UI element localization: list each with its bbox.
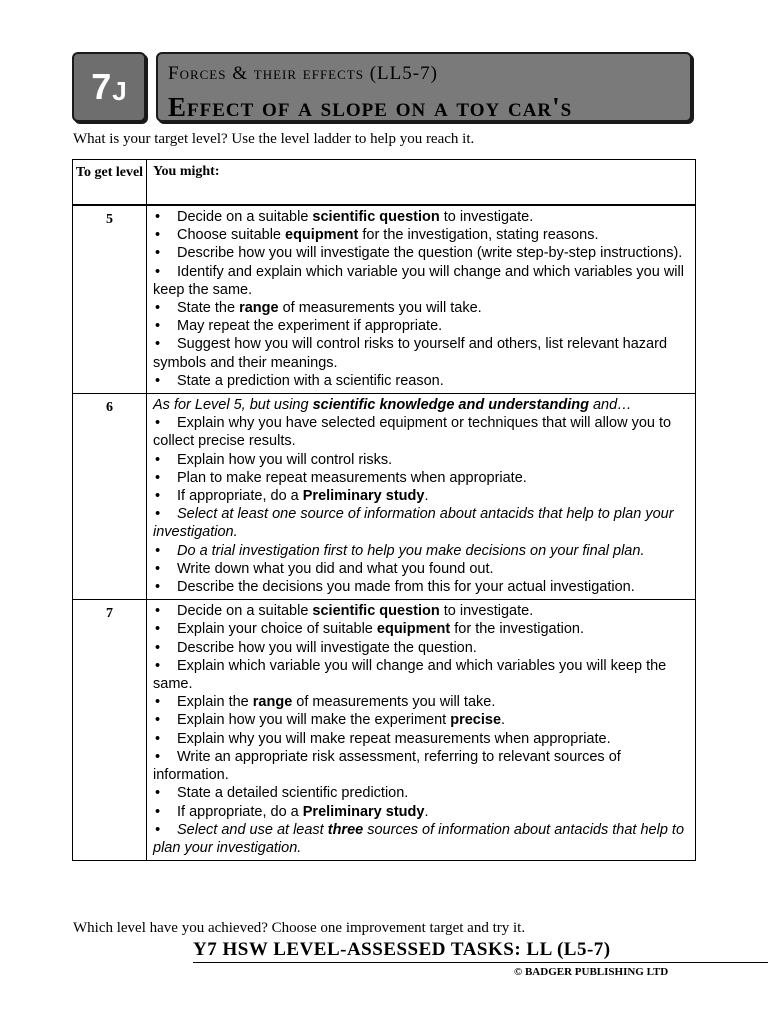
key-term: equipment — [285, 227, 359, 244]
header-you-might: You might: — [147, 160, 696, 206]
bullet-icon: • — [155, 748, 161, 765]
bullet-icon: • — [155, 263, 161, 280]
text-run: State a prediction with a scientific reason. — [177, 372, 444, 389]
text-run: Explain the — [177, 694, 253, 711]
text-run: for the investigation, stating reasons. — [358, 227, 599, 244]
text-run: Suggest how you will control risks to yourself and others, list relevant hazard symbols and their meanings. — [153, 336, 668, 371]
criteria-item — [153, 226, 689, 244]
bullet-icon: • — [155, 694, 161, 711]
text-run: Explain how you will make the experiment — [177, 712, 451, 729]
text-run: to investigate. — [439, 603, 534, 620]
criteria-item — [153, 784, 689, 802]
criteria-item — [153, 487, 689, 505]
bullet-icon: • — [155, 560, 161, 577]
bullet-icon: • — [155, 245, 161, 262]
footer-divider — [193, 962, 768, 963]
unit-badge — [72, 52, 146, 122]
bullet-icon: • — [155, 300, 161, 317]
table-row — [73, 600, 696, 861]
table-row — [73, 394, 696, 600]
text-run: and… — [588, 397, 632, 414]
criteria-item — [153, 244, 689, 262]
bullet-icon: • — [155, 469, 161, 486]
bullet-icon: • — [155, 803, 161, 820]
outro-text: Which level have you achieved? Choose one improvement target and try it. — [73, 920, 526, 936]
text-run: Choose suitable — [177, 227, 286, 244]
bullet-icon: • — [155, 712, 161, 729]
level-number: 7 — [73, 600, 147, 861]
key-term: precise — [450, 712, 502, 729]
text-run: to investigate. — [439, 209, 534, 225]
bullet-icon: • — [155, 372, 161, 389]
key-term: scientific knowledge and understanding — [312, 397, 589, 414]
text-run: May repeat the experiment if appropriate. — [177, 318, 443, 335]
header-level: To get level — [73, 160, 147, 206]
key-term: equipment — [376, 621, 451, 638]
bullet-icon: • — [155, 336, 161, 353]
bullet-icon: • — [155, 621, 161, 638]
text-run: Do a trial investigation first to help you make decisions on your final plan. — [177, 542, 645, 559]
text-run: Describe the decisions you made from this for your actual investigation. — [177, 579, 635, 596]
criteria-item — [153, 578, 689, 596]
criteria-item — [153, 414, 689, 450]
criteria-item — [153, 730, 689, 748]
key-term: three — [327, 821, 364, 838]
copyright-notice: © BADGER PUBLISHING LTD — [514, 966, 669, 978]
criteria-cell — [147, 205, 696, 394]
text-run: sources of information about antacids that help to plan your investigation. — [153, 821, 685, 856]
criteria-cell — [147, 394, 696, 600]
criteria-item — [153, 639, 689, 657]
text-run: Select and use at least — [177, 821, 328, 838]
bullet-icon: • — [155, 639, 161, 656]
key-term: Preliminary study — [302, 803, 425, 820]
level-number: 6 — [73, 394, 147, 600]
key-term: scientific question — [312, 209, 440, 225]
bullet-icon: • — [155, 227, 161, 244]
bullet-icon: • — [155, 209, 161, 225]
text-run: . — [501, 712, 506, 729]
text-run: . — [424, 803, 429, 820]
criteria-item — [153, 693, 689, 711]
text-run: for the investigation. — [450, 621, 585, 638]
bullet-icon: • — [155, 488, 161, 505]
table-header-row — [73, 160, 696, 206]
key-term: scientific question — [312, 603, 440, 620]
text-run: Describe how you will investigate the question. — [177, 639, 477, 656]
topic-subtitle: Forces & their effects (LL5-7) — [168, 63, 438, 84]
criteria-item — [153, 299, 689, 317]
criteria-item — [153, 657, 689, 693]
unit-number: 7 — [91, 66, 112, 107]
bullet-icon: • — [155, 785, 161, 802]
bullet-icon: • — [155, 506, 161, 523]
criteria-item — [153, 317, 689, 335]
text-run: State the — [177, 300, 240, 317]
text-run: of measurements you will take. — [278, 300, 482, 317]
criteria-item — [153, 711, 689, 729]
text-run: Write down what you did and what you found out. — [177, 560, 494, 577]
bullet-icon: • — [155, 730, 161, 747]
criteria-item — [153, 602, 689, 620]
level-number: 5 — [73, 205, 147, 394]
level-ladder-table — [72, 159, 696, 861]
bullet-icon: • — [155, 318, 161, 335]
bullet-icon: • — [155, 542, 161, 559]
criteria-item — [153, 505, 689, 541]
criteria-item — [153, 560, 689, 578]
criteria-item — [153, 372, 689, 390]
text-run: Describe how you will investigate the question (write step-by-step instructions). — [177, 245, 683, 262]
text-run: State a detailed scientific prediction. — [177, 785, 409, 802]
text-run: Explain how you will control risks. — [177, 451, 393, 468]
unit-letter: J — [112, 75, 127, 106]
text-run: Identify and explain which variable you will change and which variables you will keep the same. — [153, 263, 684, 298]
text-run: Decide on a suitable — [177, 603, 313, 620]
bullet-icon: • — [155, 821, 161, 838]
criteria-item — [153, 821, 689, 857]
criteria-item — [153, 803, 689, 821]
text-run: of measurements you will take. — [292, 694, 496, 711]
page-title: Effect of a slope on a toy car's — [168, 92, 573, 122]
text-run: Explain which variable you will change and which variables you will keep the same. — [153, 657, 667, 693]
text-run: Explain your choice of suitable — [177, 621, 377, 638]
text-run: Select at least one source of information about antacids that help to plan your investigation. — [153, 506, 674, 541]
intro-text: What is your target level? Use the level ladder to help you reach it. — [73, 131, 475, 147]
text-run: If appropriate, do a — [177, 488, 303, 505]
criteria-item — [153, 263, 689, 299]
table-row — [73, 205, 696, 394]
bullet-icon: • — [155, 657, 161, 674]
bullet-icon: • — [155, 451, 161, 468]
bullet-icon: • — [155, 603, 161, 620]
criteria-item — [153, 620, 689, 638]
text-run: Plan to make repeat measurements when appropriate. — [177, 469, 527, 486]
bullet-icon: • — [155, 579, 161, 596]
criteria-item — [153, 542, 689, 560]
criteria-item — [153, 469, 689, 487]
criteria-item — [153, 451, 689, 469]
text-run: Explain why you have selected equipment or techniques that will allow you to collect precise results. — [153, 415, 672, 450]
text-run: As for Level 5, but using — [153, 397, 313, 414]
criteria-cell — [147, 600, 696, 861]
criteria-item — [153, 335, 689, 371]
text-run: Decide on a suitable — [177, 209, 313, 225]
text-run: If appropriate, do a — [177, 803, 303, 820]
key-term: range — [252, 694, 293, 711]
text-run: Explain why you will make repeat measurements when appropriate. — [177, 730, 611, 747]
text-run: Write an appropriate risk assessment, referring to relevant sources of information. — [153, 748, 621, 784]
title-banner — [156, 52, 692, 122]
key-term: range — [239, 300, 279, 317]
level-intro — [153, 396, 689, 414]
key-term: Preliminary study — [302, 488, 425, 505]
criteria-item — [153, 748, 689, 784]
bullet-icon: • — [155, 415, 161, 432]
text-run: . — [424, 488, 429, 505]
criteria-item — [153, 208, 689, 226]
footer-title: Y7 HSW LEVEL-ASSESSED TASKS: LL (L5-7) — [193, 939, 611, 960]
